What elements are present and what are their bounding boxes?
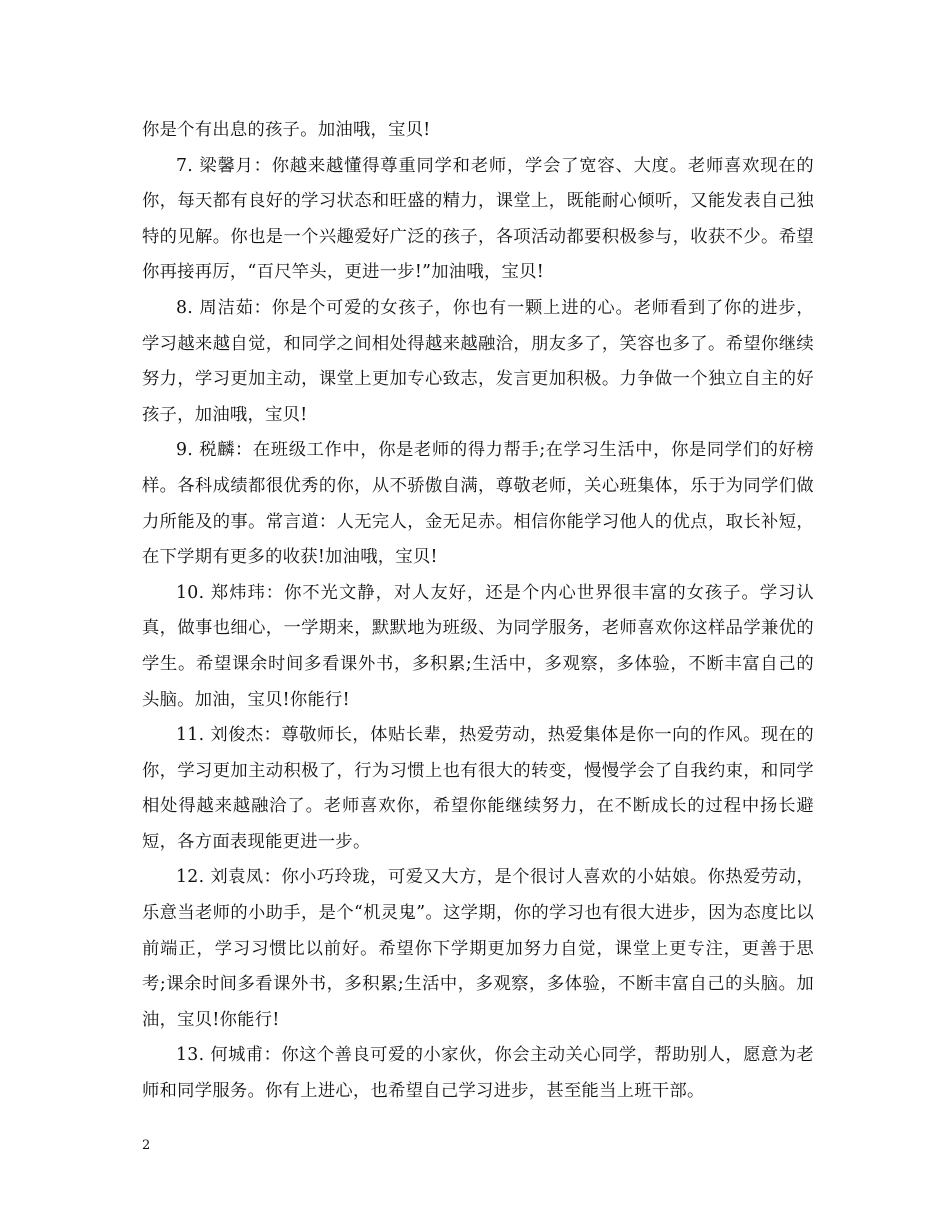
page-number: 2 [142, 1138, 151, 1153]
body-text [142, 113, 814, 1110]
paragraph-comment-13: 13. 何城甫：你这个善良可爱的小家伙，你会主动关心同学，帮助别人，愿意为老师和同学服务。你有上进心，也希望自己学习进步，甚至能当上班干部。 [142, 1045, 814, 1102]
paragraph-comment-11: 11. 刘俊杰：尊敬师长，体贴长辈，热爱劳动，热爱集体是你一向的作风。现在的你，学习更加主动积极了，行为习惯上也有很大的转变，慢慢学会了自我约束，和同学相处得越来越融洽了。老师喜欢你，希望你能继续努力，在不断成长的过程中扬长避短，各方面表现能更进一步。 [142, 725, 814, 852]
paragraph-comment-10: 10. 郑炜玮：你不光文静，对人友好，还是个内心世界很丰富的女孩子。学习认真，做事也细心，一学期来，默默地为班级、为同学服务，老师喜欢你这样品学兼优的学生。希望课余时间多看课外书，多积累;生活中，多观察，多体验，不断丰富自己的头脑。加油，宝贝!你能行! [142, 582, 814, 710]
paragraph-comment-9: 9. 税麟：在班级工作中，你是老师的得力帮手;在学习生活中，你是同学们的好榜样。各科成绩都很优秀的你，从不骄傲自满，尊敬老师，关心班集体，乐于为同学们做力所能及的事。常言道：人无完人，金无足赤。相信你能学习他人的优点，取长补短，在下学期有更多的收获!加油哦，宝贝! [142, 440, 814, 568]
paragraph-continuation: 你是个有出息的孩子。加油哦，宝贝! [142, 120, 431, 140]
paragraph-comment-8: 8. 周洁茹：你是个可爱的女孩子，你也有一颗上进的心。老师看到了你的进步，学习越来越自觉，和同学之间相处得越来越融洽，朋友多了，笑容也多了。希望你继续努力，学习更加主动，课堂上更加专心致志，发言更加积极。力争做一个独立自主的好孩子，加油哦，宝贝! [142, 297, 814, 425]
paragraph-comment-12: 12. 刘袁凤：你小巧玲珑，可爱又大方，是个很讨人喜欢的小姑娘。你热爱劳动，乐意当老师的小助手，是个“机灵鬼”。这学期，你的学习也有很大进步，因为态度比以前端正，学习习惯比以前好。希望你下学期更加努力自觉，课堂上更专注，更善于思考;课余时间多看课外书，多积累;生活中，多观察，多体验，不断丰富自己的头脑。加油，宝贝!你能行! [142, 867, 814, 1030]
paragraph-comment-7: 7. 梁馨月：你越来越懂得尊重同学和老师，学会了宽容、大度。老师喜欢现在的你，每天都有良好的学习状态和旺盛的精力，课堂上，既能耐心倾听，又能发表自己独特的见解。你也是一个兴趣爱好广泛的孩子，各项活动都要积极参与，收获不少。希望你再接再厉，“百尺竿头，更进一步!”加油哦，宝贝! [142, 155, 814, 283]
